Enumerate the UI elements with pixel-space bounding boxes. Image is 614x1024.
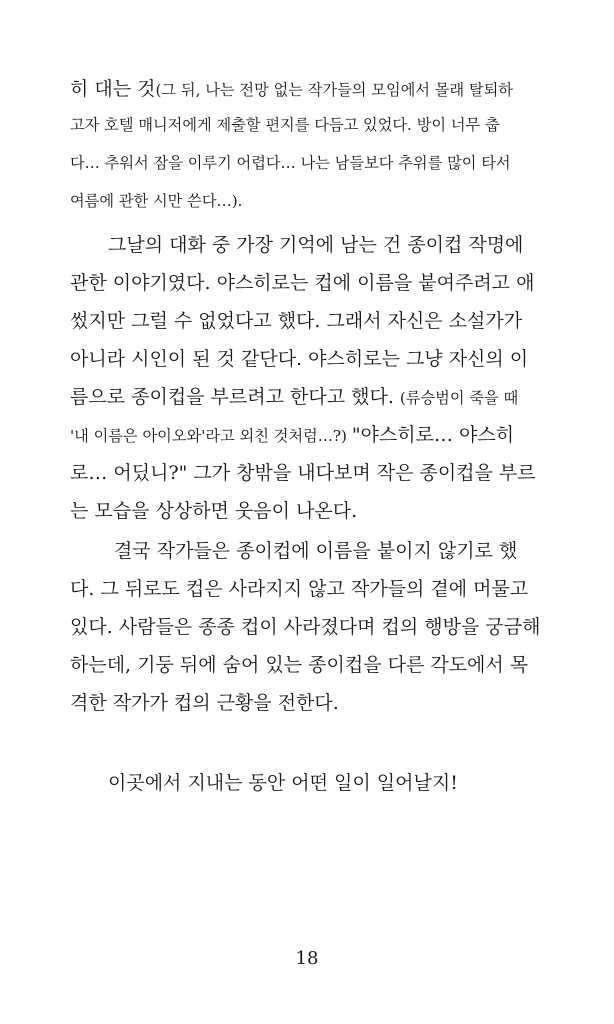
text-segment: 로… 어딨니?" 그가 창밖을 내다보며 작은 종이컵을 부르 [70, 462, 536, 484]
text-line-10 [70, 420, 514, 447]
text-segment: 여름에 관한 시만 쓴다…). [70, 192, 243, 210]
text-line-1 [70, 74, 513, 101]
text-line-8 [70, 344, 528, 371]
text-segment: 있다. 사람들은 종종 컵이 사라졌다며 컵의 행방을 궁금해 [70, 616, 541, 638]
text-line-12 [70, 496, 357, 523]
text-line-15 [70, 612, 540, 639]
text-segment: (류승범이 죽을 때 [399, 389, 519, 407]
text-line-4 [70, 190, 242, 211]
text-segment: 아니라 시인이 된 것 같단다. 야스히로는 그냥 자신의 이 [70, 348, 529, 370]
text-segment: 히 대는 것 [70, 78, 156, 100]
text-segment: 는 모습을 상상하면 웃음이 나온다. [70, 500, 358, 522]
text-segment: 이곳에서 지내는 동안 어떤 일이 일어날지! [108, 772, 458, 794]
text-segment: 결국 작가들은 종이컵에 이름을 붙이지 않기로 했 [114, 540, 518, 562]
text-line-18 [108, 768, 458, 795]
text-line-7 [70, 306, 522, 333]
text-segment: '내 이름은 아이오와'라고 외친 것처럼…?) [70, 427, 352, 445]
text-line-2 [70, 114, 500, 135]
text-line-11 [70, 458, 536, 485]
text-segment: 고자 호텔 매니저에게 제출할 편지를 다듬고 있었다. 방이 너무 춥 [70, 116, 500, 134]
text-segment: 름으로 종이컵을 부르려고 한다고 했다. [70, 386, 400, 408]
text-line-14 [70, 574, 528, 601]
text-line-13 [114, 536, 517, 563]
text-line-9 [70, 382, 518, 409]
text-line-3 [70, 152, 511, 173]
text-line-6 [70, 268, 534, 295]
text-segment: 다… 추워서 잠을 이루기 어렵다… 나는 남들보다 추위를 많이 타서 [70, 154, 511, 172]
text-line-16 [70, 650, 528, 677]
text-line-17 [70, 688, 339, 715]
text-line-5 [108, 230, 523, 257]
text-segment: 하는데, 기둥 뒤에 숨어 있는 종이컵을 다른 각도에서 목 [70, 654, 529, 676]
text-segment: 썼지만 그럴 수 없었다고 했다. 그래서 자신은 소설가가 [70, 310, 523, 332]
page-number: 18 [295, 948, 319, 969]
text-segment: 다. 그 뒤로도 컵은 사라지지 않고 작가들의 곁에 머물고 [70, 578, 529, 600]
text-segment: 관한 이야기였다. 야스히로는 컵에 이름을 붙여주려고 애 [70, 272, 535, 294]
text-segment: 그날의 대화 중 가장 기억에 남는 건 종이컵 작명에 [108, 234, 524, 256]
text-segment: "야스히로… 야스히 [351, 424, 515, 446]
text-segment: 격한 작가가 컵의 근황을 전한다. [70, 692, 339, 714]
text-segment: (그 뒤, 나는 전망 없는 작가들의 모임에서 몰래 탈퇴하 [155, 81, 513, 99]
